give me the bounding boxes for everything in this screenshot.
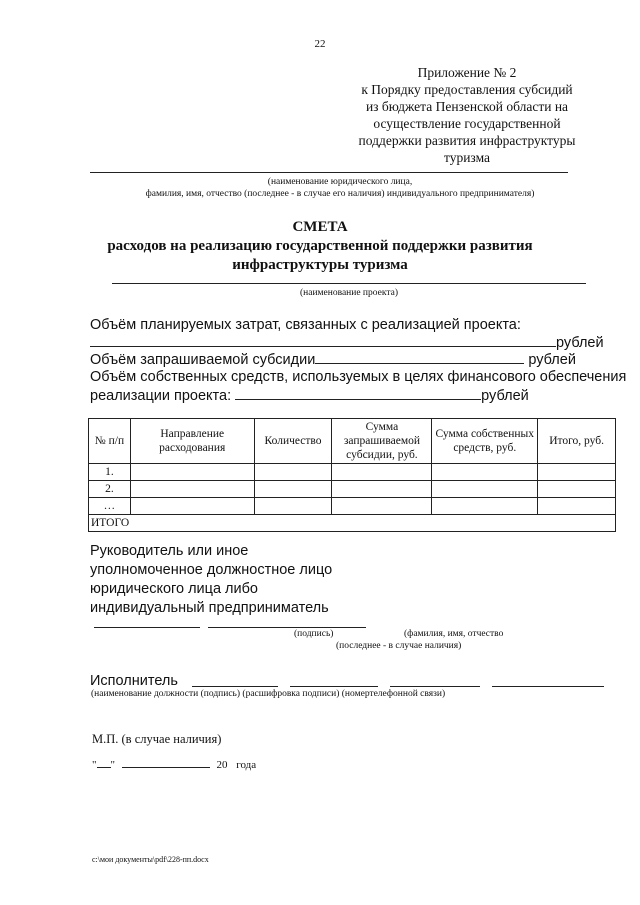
project-caption: (наименование проекта) xyxy=(299,288,398,298)
signature-block xyxy=(90,542,332,618)
table-cell[interactable] xyxy=(538,464,616,481)
subsidy-field[interactable] xyxy=(315,350,524,364)
signer-line: юридического лица либо xyxy=(90,581,258,597)
subsidy-unit: рублей xyxy=(524,352,576,368)
col-header-number: № п/п xyxy=(89,419,131,464)
own-funds-unit: рублей xyxy=(481,388,529,404)
table-cell[interactable] xyxy=(130,498,254,515)
total-label: ИТОГО xyxy=(89,515,616,532)
table-cell[interactable] xyxy=(432,498,538,515)
table-cell[interactable] xyxy=(538,481,616,498)
table-cell[interactable] xyxy=(254,498,332,515)
own-funds-row xyxy=(90,386,529,406)
full-name-line[interactable] xyxy=(208,627,366,628)
planned-costs-unit: рублей xyxy=(556,335,604,351)
date-quote-close: " xyxy=(110,759,115,771)
subsidy-label: Объём запрашиваемой субсидии xyxy=(90,352,316,368)
table-cell[interactable] xyxy=(432,481,538,498)
table-cell[interactable] xyxy=(332,464,432,481)
document-title xyxy=(90,218,550,275)
name-caption-1: (фамилия, имя, отчество xyxy=(404,629,504,639)
col-header-own-funds: Сумма собственных средств, руб. xyxy=(432,419,538,464)
table-cell[interactable] xyxy=(130,481,254,498)
executor-caption: (наименование должности (подпись) (расшифровка подписи) (номертелефонной связи) xyxy=(91,689,446,699)
entity-caption-line1: (наименование юридического лица, xyxy=(267,177,413,187)
year-suffix: года xyxy=(236,759,257,771)
col-header-quantity: Количество xyxy=(254,419,332,464)
table-cell[interactable] xyxy=(254,481,332,498)
col-header-total: Итого, руб. xyxy=(538,419,616,464)
table-row xyxy=(89,481,616,498)
own-funds-label: Объём собственных средств, используемых в целях финансового обеспечения xyxy=(90,369,627,385)
title-line1: СМЕТА xyxy=(292,219,348,235)
signature-caption: (подпись) xyxy=(294,629,334,639)
signer-line: Руководитель или иное xyxy=(90,543,249,559)
signer-line: индивидуальный предприниматель xyxy=(90,600,329,616)
planned-costs-field[interactable] xyxy=(90,333,556,347)
appendix-line: к Порядку предоставления субсидий xyxy=(361,82,573,97)
year-prefix: 20 xyxy=(216,759,228,771)
col-header-subsidy: Сумма запрашиваемой субсидии, руб. xyxy=(332,419,432,464)
entity-caption-line2: фамилия, имя, отчество (последнее - в случае его наличия) индивидуального предпринимателя) xyxy=(145,189,535,199)
subsidy-row xyxy=(90,350,576,370)
table-cell[interactable] xyxy=(254,464,332,481)
row-number: … xyxy=(89,498,131,515)
table-row xyxy=(89,498,616,515)
table-header-row xyxy=(89,419,616,464)
row-number: 1. xyxy=(89,464,131,481)
page-number: 22 xyxy=(314,38,326,50)
entity-caption xyxy=(60,176,620,200)
table-cell[interactable] xyxy=(538,498,616,515)
row-number: 2. xyxy=(89,481,131,498)
executor-name-line[interactable] xyxy=(390,686,480,687)
col-header-direction: Направление расходования xyxy=(130,419,254,464)
budget-table xyxy=(88,418,616,532)
title-line3: инфраструктуры туризма xyxy=(232,257,408,273)
stamp-label: М.П. (в случае наличия) xyxy=(92,732,222,746)
appendix-line: туризма xyxy=(443,150,491,165)
executor-label: Исполнитель xyxy=(90,673,178,689)
appendix-header xyxy=(342,64,592,166)
name-caption-2: (последнее - в случае наличия) xyxy=(336,641,462,651)
month-field[interactable] xyxy=(122,758,210,768)
table-total-row xyxy=(89,515,616,532)
date-quote-open: " xyxy=(92,759,97,771)
entity-name-line[interactable] xyxy=(90,172,568,173)
day-field[interactable] xyxy=(97,758,111,768)
appendix-line: из бюджета Пензенской области на xyxy=(365,99,569,114)
project-name-line[interactable] xyxy=(112,283,586,284)
own-funds-label-2: реализации проекта: xyxy=(90,388,236,404)
appendix-line: осуществление государственной xyxy=(373,116,561,131)
executor-phone-line[interactable] xyxy=(492,686,604,687)
planned-costs-label: Объём планируемых затрат, связанных с реализацией проекта: xyxy=(90,317,521,333)
appendix-line: поддержки развития инфраструктуры xyxy=(358,133,576,148)
table-cell[interactable] xyxy=(332,481,432,498)
executor-position-line[interactable] xyxy=(192,686,278,687)
signer-line: уполномоченное должностное лицо xyxy=(90,562,333,578)
table-cell[interactable] xyxy=(432,464,538,481)
title-line2: расходов на реализацию государственной поддержки развития xyxy=(107,238,533,254)
table-cell[interactable] xyxy=(130,464,254,481)
footer-file-path: c:\мои документы\pdf\228-пп.docx xyxy=(92,855,209,864)
table-row xyxy=(89,464,616,481)
executor-signature-line[interactable] xyxy=(290,686,378,687)
own-funds-field[interactable] xyxy=(235,386,481,400)
date-row xyxy=(92,758,256,771)
signature-line[interactable] xyxy=(94,627,200,628)
appendix-line: Приложение № 2 xyxy=(417,65,517,80)
table-cell[interactable] xyxy=(332,498,432,515)
